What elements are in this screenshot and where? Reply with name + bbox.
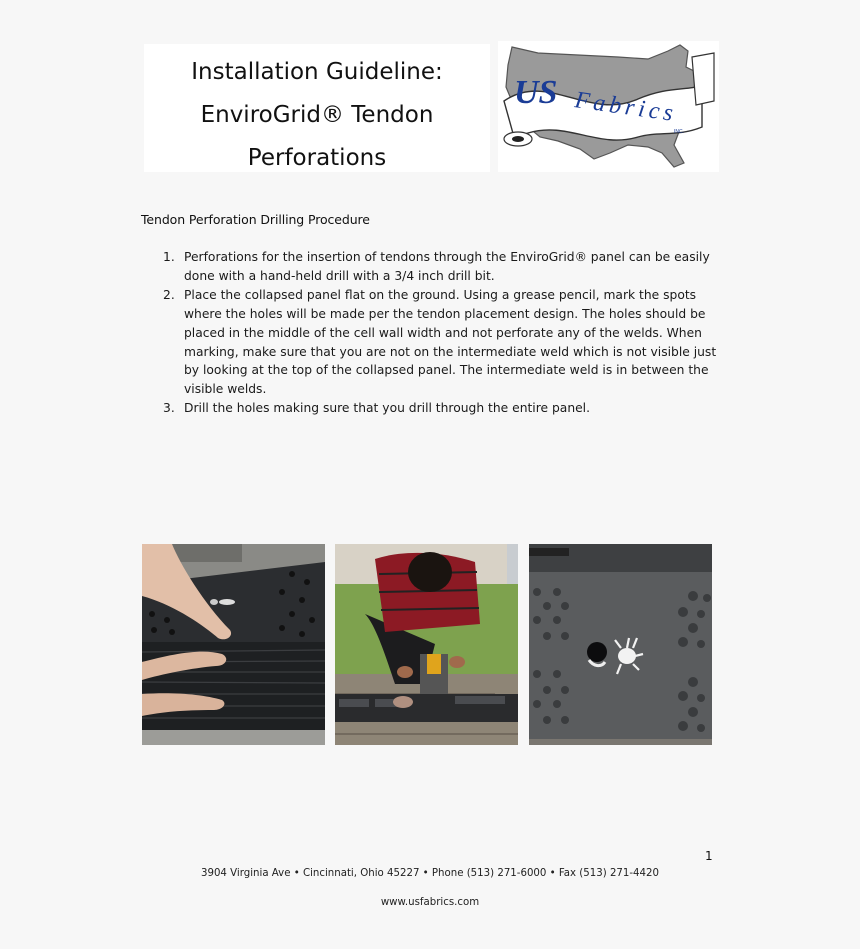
logo-fabrics: Fabrics (573, 87, 679, 128)
document-title (144, 44, 490, 172)
title-line: Installation Guideline: (191, 59, 443, 85)
title-line: EnviroGrid® Tendon (200, 102, 434, 128)
step-item (160, 286, 720, 399)
worker-drilling-photo (335, 544, 518, 745)
step-item (160, 248, 720, 286)
step-item (160, 399, 720, 418)
title-line: Perforations (247, 145, 387, 171)
step-number: 1. (163, 250, 175, 264)
us-fabrics-logo (498, 41, 719, 172)
footer-address: 3904 Virginia Ave • Cincinnati, Ohio 45227 • Phone (513) 271-6000 • Fax (513) 271-4420 (200, 868, 659, 879)
footer-url[interactable]: www.usfabrics.com (380, 897, 480, 908)
drilled-hole-photo (529, 544, 712, 745)
step-number: 3. (163, 401, 175, 416)
section-heading: Tendon Perforation Drilling Procedure (141, 212, 370, 227)
usa-map-icon (498, 41, 719, 172)
collapsed-panel-marking-photo (142, 544, 325, 745)
step-text: Perforations for the insertion of tendons through the EnviroGrid® panel can be easily done with a hand-held drill with a 3/4 inch drill bit. (184, 250, 710, 283)
procedure-steps (160, 248, 720, 418)
logo-us: US (514, 74, 558, 111)
step-number: 2. (163, 287, 175, 302)
page-number: 1 (705, 849, 713, 863)
logo-inc: INC. (674, 129, 684, 135)
step-text: Place the collapsed panel flat on the ground. Using a grease pencil, mark the spots where the holes will be made per the tendon placement design. The holes should be placed in the middle of the cell wall width and not perforate any of the welds. When marking, make sure that you are not on the intermediate weld which is not visible just by looking at the top of the collapsed panel. The intermediate weld is in between the visible welds. (184, 287, 717, 397)
step-text: Drill the holes making sure that you drill through the entire panel. (184, 401, 591, 416)
